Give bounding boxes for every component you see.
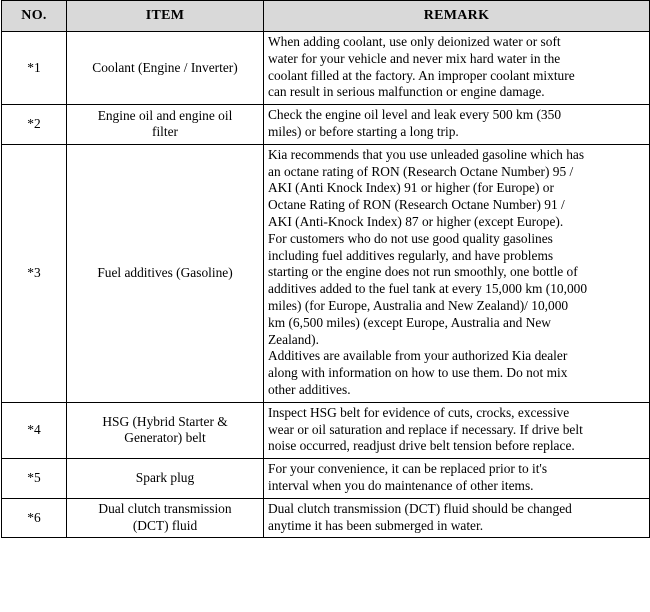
remark-line: Octane Rating of RON (Research Octane Number) 91 / (268, 197, 565, 213)
row-number: *4 (2, 402, 67, 458)
maintenance-notes-table (1, 0, 650, 538)
table-row (2, 459, 650, 499)
remark-line: starting or the engine does not run smoothly, one bottle of (268, 264, 578, 280)
table-row (2, 32, 650, 105)
header-remark: REMARK (264, 1, 650, 32)
remark-line: additives added to the fuel tank at every 15,000 km (10,000 (268, 281, 588, 297)
item-line: Fuel additives (Gasoline) (97, 264, 233, 280)
item-line: Spark plug (135, 470, 195, 486)
remark-line: wear or oil saturation and replace if necessary. If drive belt (268, 421, 583, 437)
remark-line: can result in serious malfunction or engine damage. (268, 84, 545, 100)
item-line: filter (151, 124, 179, 140)
row-remark (264, 459, 650, 499)
remark-line: When adding coolant, use only deionized water or soft (268, 34, 561, 49)
remark-line: Kia recommends that you use unleaded gasoline which has (268, 146, 585, 162)
remark-line: Check the engine oil level and leak every 500 km (350 (268, 107, 562, 123)
row-number: *2 (2, 105, 67, 145)
row-number: *1 (2, 32, 67, 105)
row-remark (264, 402, 650, 458)
remark-line: For customers who do not use good quality gasolines (268, 230, 553, 246)
remark-line: Dual clutch transmission (DCT) fluid should be changed (268, 500, 572, 516)
row-item (67, 105, 264, 145)
item-line: Coolant (Engine / Inverter) (92, 59, 238, 75)
remark-line: coolant filled at the factory. An improper coolant mixture (268, 67, 575, 83)
row-remark (264, 105, 650, 145)
row-item (67, 144, 264, 402)
table-row (2, 498, 650, 538)
remark-line: an octane rating of RON (Research Octane Number) 95 / (268, 163, 574, 179)
remark-line: Zealand). (268, 331, 319, 347)
item-line: Generator) belt (124, 430, 206, 446)
table-body (2, 32, 650, 538)
row-remark (264, 498, 650, 538)
item-line: (DCT) fluid (132, 518, 198, 534)
row-remark (264, 32, 650, 105)
remark-line: AKI (Anti-Knock Index) 87 or higher (except Europe). (268, 213, 564, 229)
remark-line: miles) or before starting a long trip. (268, 123, 459, 139)
remark-line: miles) (for Europe, Australia and New Zealand)/ 10,000 (268, 297, 569, 313)
remark-line: AKI (Anti Knock Index) 91 or higher (for Europe) or (268, 180, 554, 196)
row-item (67, 498, 264, 538)
item-line: Engine oil and engine oil (97, 107, 233, 123)
row-number: *6 (2, 498, 67, 538)
item-line: HSG (Hybrid Starter & (102, 413, 228, 429)
row-item (67, 459, 264, 499)
table-row (2, 402, 650, 458)
item-line: Dual clutch transmission (98, 501, 232, 517)
remark-line: water for your vehicle and never mix hard water in the (268, 50, 561, 66)
remark-line: interval when you do maintenance of other items. (268, 477, 534, 493)
remark-line: Inspect HSG belt for evidence of cuts, crocks, excessive (268, 404, 570, 420)
table-row (2, 105, 650, 145)
remark-line: km (6,500 miles) (except Europe, Australia and New (268, 314, 551, 330)
header-no: NO. (2, 1, 67, 32)
remark-line: along with information on how to use them. Do not mix (268, 365, 568, 381)
row-item (67, 32, 264, 105)
row-number: *3 (2, 144, 67, 402)
row-number: *5 (2, 459, 67, 499)
table-row (2, 144, 650, 402)
remark-line: For your convenience, it can be replaced prior to it's (268, 461, 548, 477)
remark-line: noise occurred, readjust drive belt tension before replace. (268, 438, 575, 454)
header-item: ITEM (67, 1, 264, 32)
remark-line: including fuel additives regularly, and have problems (268, 247, 554, 263)
remark-line: other additives. (268, 381, 351, 397)
header-row (2, 1, 650, 32)
remark-line: anytime it has been submerged in water. (268, 517, 484, 533)
row-item (67, 402, 264, 458)
row-remark (264, 144, 650, 402)
remark-line: Additives are available from your authorized Kia dealer (268, 348, 568, 364)
